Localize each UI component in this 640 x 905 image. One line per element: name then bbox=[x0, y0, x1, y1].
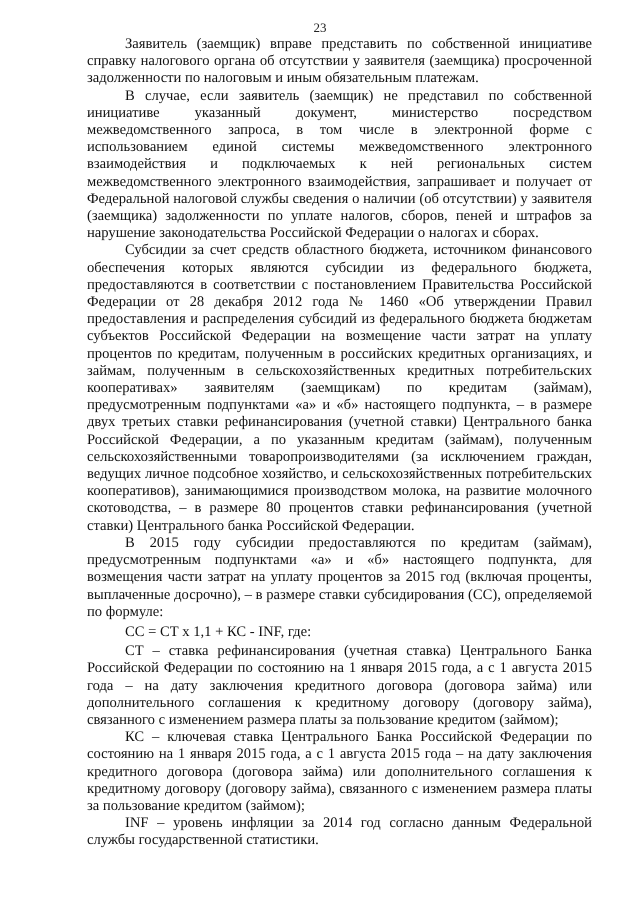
paragraph-applicant-certificate: Заявитель (заемщик) вправе представить по собственной инициативе справку налогового органа об отсутствии у заявителя (заемщика) просроченной задолженности по налоговым и иным обязательным платежам. bbox=[87, 36, 592, 87]
definition-st: СТ – ставка рефинансирования (учетная ставка) Центрального Банка Российской Федерации по состоянию на 1 января 2015 года, а с 1 августа 2015 года – на дату заключения кредитного договора (договора займа) или дополнительного соглашения к кредитному договору (договору займа), связанного с изменением размера платы за пользование кредитом (займом); bbox=[87, 643, 592, 728]
page-number: 23 bbox=[313, 20, 327, 35]
document-body bbox=[87, 36, 592, 850]
definition-inf: INF – уровень инфляции за 2014 год согласно данным Федеральной службы государственной статистики. bbox=[87, 815, 592, 849]
subsidy-formula: СС = СТ х 1,1 + КС - INF, где: bbox=[125, 623, 312, 640]
paragraph-2015-subsidies: В 2015 году субсидии предоставляются по кредитам (займам), предусмотренным подпунктами «а» и «б» настоящего подпункта, для возмещения части затрат на уплату процентов за 2015 год (включая проценты, выплаченные досрочно), – в размере ставки субсидирования (СС), определяемой по формуле: bbox=[87, 534, 592, 620]
definition-ks: КС – ключевая ставка Центрального Банка Российской Федерации по состоянию на 1 января 2015 года, а с 1 августа 2015 года – на дату заключения кредитного договора (договора займа) или дополнительного соглашения к кредитному договору (договору займа), связанного с изменением размера платы за пользование кредитом (займом); bbox=[87, 729, 592, 814]
paragraph-interagency-request: В случае, если заявитель (заемщик) не представил по собственной инициативе указанный документ, министерство посредством межведомственного запроса, в том числе в электронной форме с использованием единой системы межведомственного электронного взаимодействия и подключаемых к ней региональных систем межведомственного электронного взаимодействия, запрашивает и получает от Федеральной налоговой службы сведения о наличии (об отсутствии) у заявителя (заемщика) задолженности по уплате налогов, сборов, пеней и штрафов за нарушение законодательства Российской Федерации о налогах и сборах. bbox=[87, 87, 592, 242]
paragraph-federal-subsidies: Субсидии за счет средств областного бюджета, источником финансового обеспечения которых являются субсидии из федерального бюджета, предоставляются в соответствии с постановлением Правительства Российской Федерации от 28 декабря 2012 года № 1460 «Об утверждении Правил предоставления и распределения субсидий из федерального бюджета бюджетам субъектов Российской Федерации на возмещение части затрат на уплату процентов по кредитам, полученным в российских кредитных организациях, и займам, полученным в сельскохозяйственных кредитных потребительских кооперативах» заявителям (заемщикам) по кредитам (займам), предусмотренным подпунктами «а» и «б» настоящего подпункта, – в размере двух третьих ставки рефинансирования (учетной ставки) Центрального банка Российской Федерации, а по указанным кредитам (займам), полученным сельскохозяйственными товаропроизводителями (за исключением граждан, ведущих личное подсобное хозяйство, и сельскохозяйственных потребительских кооперативов), занимающимися производством молока, на развитие молочного скотоводства, – в размере 80 процентов ставки рефинансирования (учетной ставки) Центрального банка Российской Федерации. bbox=[87, 242, 592, 534]
